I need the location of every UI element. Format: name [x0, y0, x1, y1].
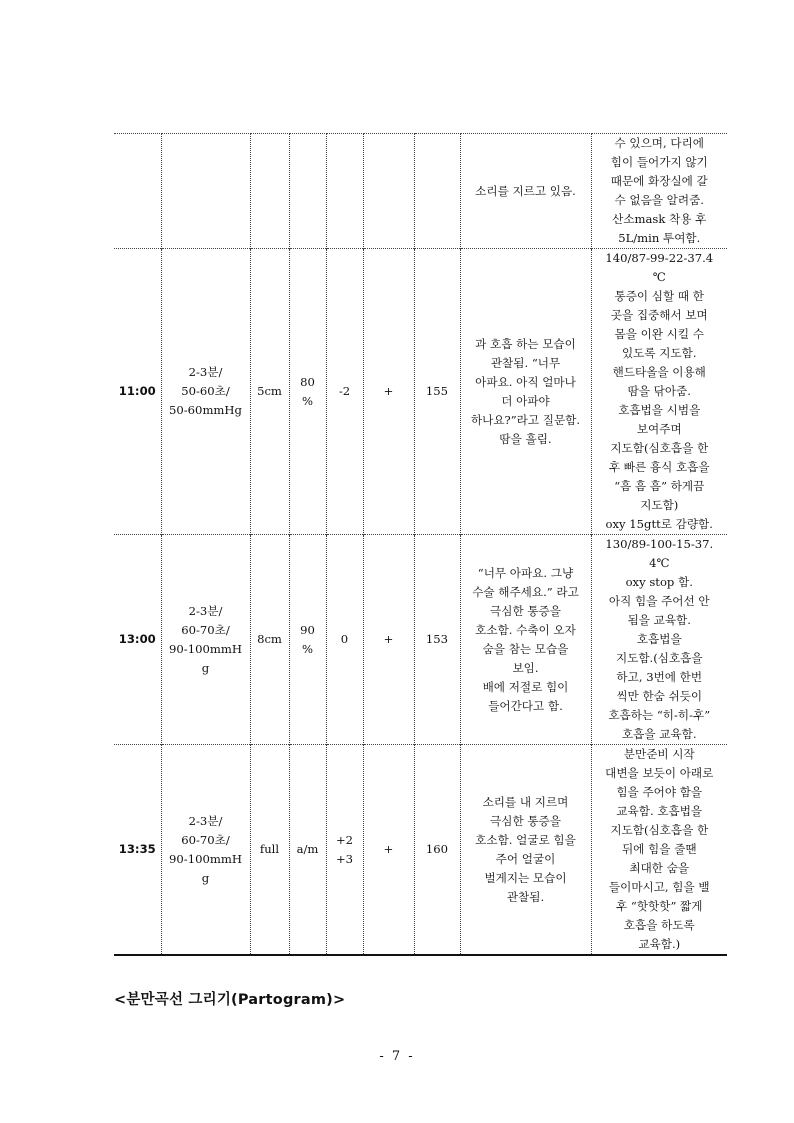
intervention-cell: 수 있으며, 다리에 힘이 들어가지 않기 때문에 화장실에 갈 수 없음을 알려줌. 산소mask 착용 후 5L/min 투여함.	[591, 134, 727, 249]
fhr-cell: 153	[414, 535, 460, 745]
effacement-cell: 80 %	[289, 249, 326, 535]
table-row	[114, 249, 727, 535]
table-row	[114, 535, 727, 745]
station-cell	[326, 134, 363, 249]
membrane-cell: +	[363, 745, 414, 956]
dilation-cell: 5cm	[250, 249, 289, 535]
page-number: - 7 -	[379, 1049, 415, 1064]
labor-progress-table	[114, 133, 727, 956]
contraction-cell	[161, 134, 250, 249]
dilation-cell: full	[250, 745, 289, 956]
station-cell: -2	[326, 249, 363, 535]
time-cell: 13:00	[114, 535, 161, 745]
contraction-cell: 2-3분/ 50-60초/ 50-60mmHg	[161, 249, 250, 535]
effacement-cell: a/m	[289, 745, 326, 956]
time-cell: 11:00	[114, 249, 161, 535]
contraction-cell: 2-3분/ 60-70초/ 90-100mmH g	[161, 745, 250, 956]
dilation-cell: 8cm	[250, 535, 289, 745]
fhr-cell	[414, 134, 460, 249]
time-cell	[114, 134, 161, 249]
observation-cell: 과 호흡 하는 모습이 관찰됨. “너무 아파요. 아직 얼마나 더 아파야 하나요?”라고 질문함. 땀을 흘림.	[460, 249, 591, 535]
intervention-cell: 140/87-99-22-37.4 ℃ 통증이 심할 때 한 곳을 집중해서 보며 몸을 이완 시킬 수 있도록 지도함. 핸드타올을 이용해 땀을 닦아줌. 호흡법을 시범을 보여주며 지도함(심호흡을 한 후 빠른 흉식 호흡을 “흠 흠 흠” 하게끔 지도함) oxy 15gtt로 감량함.	[591, 249, 727, 535]
table-row	[114, 745, 727, 956]
membrane-cell	[363, 134, 414, 249]
observation-cell: 소리를 내 지르며 극심한 통증을 호소함. 얼굴로 힘을 주어 얼굴이 벌게지는 모습이 관찰됨.	[460, 745, 591, 956]
station-cell: +2 +3	[326, 745, 363, 956]
contraction-cell: 2-3분/ 60-70초/ 90-100mmH g	[161, 535, 250, 745]
effacement-cell	[289, 134, 326, 249]
membrane-cell: +	[363, 535, 414, 745]
station-cell: 0	[326, 535, 363, 745]
intervention-cell: 분만준비 시작 대변을 보듯이 아래로 힘을 주어야 함을 교육함. 호흡법을 지도함(심호흡을 한 뒤에 힘을 줄땐 최대한 숨을 들이마시고, 힘을 밸 후 “핫핫핫” 짧게 호흡을 하도록 교육함.)	[591, 745, 727, 956]
fhr-cell: 160	[414, 745, 460, 956]
section-heading: <분만곡선 그리기(Partogram)>	[114, 992, 346, 1008]
intervention-cell: 130/89-100-15-37. 4℃ oxy stop 함. 아직 힘을 주어선 안 됨을 교육함. 호흡법을 지도함.(심호흡을 하고, 3번에 한번 씩만 한숨 쉬듯이 호흡하는 “히-히-후” 호흡을 교육함.	[591, 535, 727, 745]
membrane-cell: +	[363, 249, 414, 535]
table-row	[114, 134, 727, 249]
observation-cell: 소리를 지르고 있음.	[460, 134, 591, 249]
fhr-cell: 155	[414, 249, 460, 535]
observation-cell: “너무 아파요. 그냥 수술 해주세요.” 라고 극심한 통증을 호소함. 수축이 오자 숨을 참는 모습을 보임. 배에 저절로 힘이 들어간다고 함.	[460, 535, 591, 745]
effacement-cell: 90 %	[289, 535, 326, 745]
time-cell: 13:35	[114, 745, 161, 956]
dilation-cell	[250, 134, 289, 249]
